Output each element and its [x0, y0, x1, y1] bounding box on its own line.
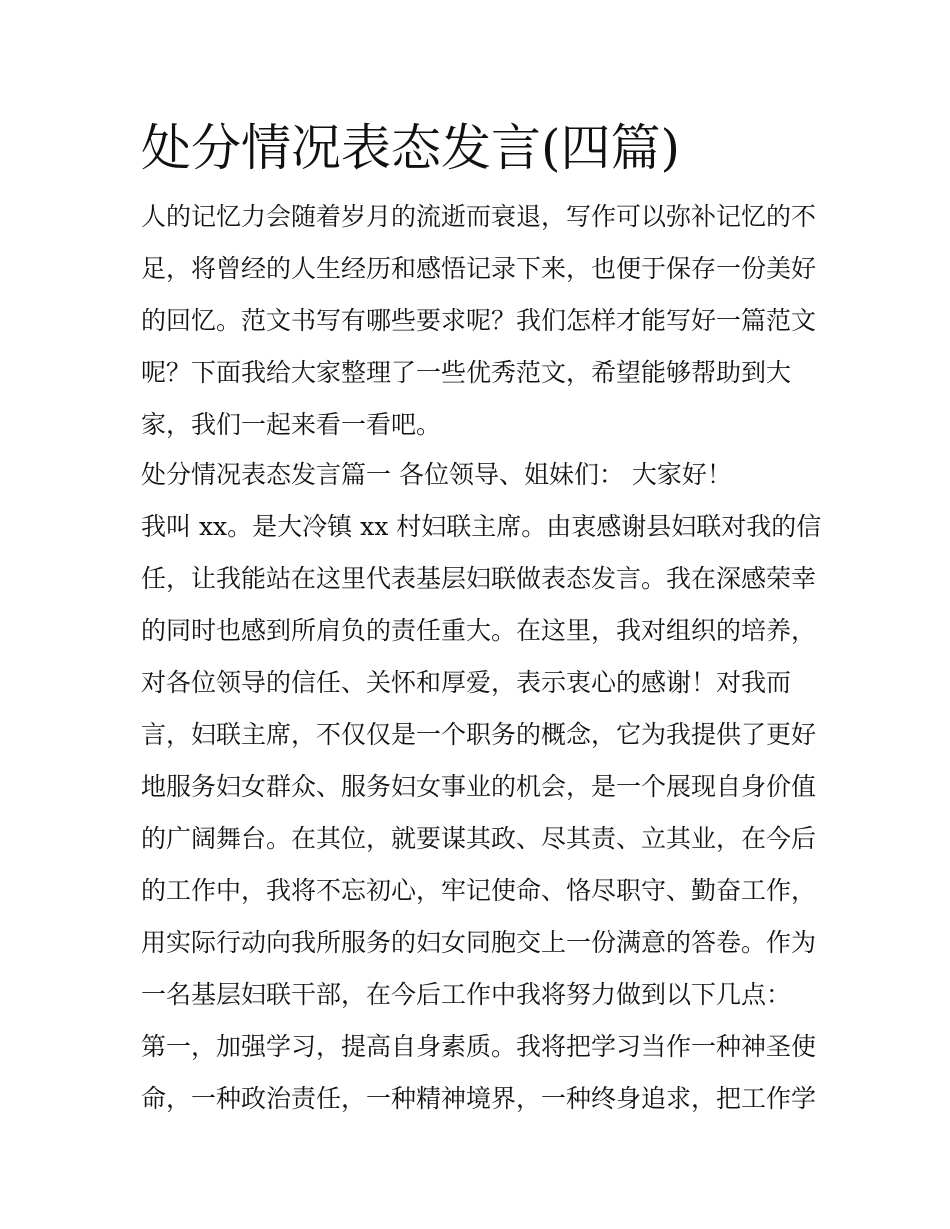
body-line: 用实际行动向我所服务的妇女同胞交上一份满意的答卷。作为: [141, 928, 817, 957]
body-line: 一名基层妇联干部，在今后工作中我将努力做到以下几点：: [141, 980, 792, 1009]
body-line: 任，让我能站在这里代表基层妇联做表态发言。我在深感荣幸: [141, 564, 817, 593]
body-line: 的广阔舞台。在其位，就要谋其政、尽其责、立其业，在今后: [141, 824, 817, 853]
body-line: 足，将曾经的人生经历和感悟记录下来，也便于保存一份美好: [141, 254, 817, 283]
body-line: 地服务妇女群众、服务妇女事业的机会，是一个展现自身价值: [141, 772, 817, 801]
body-line: 呢？下面我给大家整理了一些优秀范文，希望能够帮助到大: [141, 358, 792, 387]
body-line: 家，我们一起来看一看吧。: [141, 410, 442, 439]
section-heading-line: 处分情况表态发言篇一 各位领导、姐妹们： 大家好！: [141, 460, 732, 489]
body-line: 的回忆。范文书写有哪些要求呢？我们怎样才能写好一篇范文: [141, 306, 817, 335]
body-line: 第一，加强学习，提高自身素质。我将把学习当作一种神圣使: [141, 1032, 817, 1061]
body-line: 命，一种政治责任，一种精神境界，一种终身追求，把工作学: [141, 1084, 817, 1113]
document-title: 处分情况表态发言(四篇): [141, 119, 681, 177]
body-line: 的工作中，我将不忘初心，牢记使命、恪尽职守、勤奋工作，: [141, 876, 817, 905]
body-line: 人的记忆力会随着岁月的流逝而衰退，写作可以弥补记忆的不: [141, 202, 817, 231]
body-line: 的同时也感到所肩负的责任重大。在这里，我对组织的培养，: [141, 616, 817, 645]
body-line: 对各位领导的信任、关怀和厚爱，表示衷心的感谢！对我而: [141, 668, 792, 697]
body-line: 我叫 xx。是大冷镇 xx 村妇联主席。由衷感谢县妇联对我的信: [141, 512, 822, 541]
body-line: 言，妇联主席，不仅仅是一个职务的概念，它为我提供了更好: [141, 720, 817, 749]
